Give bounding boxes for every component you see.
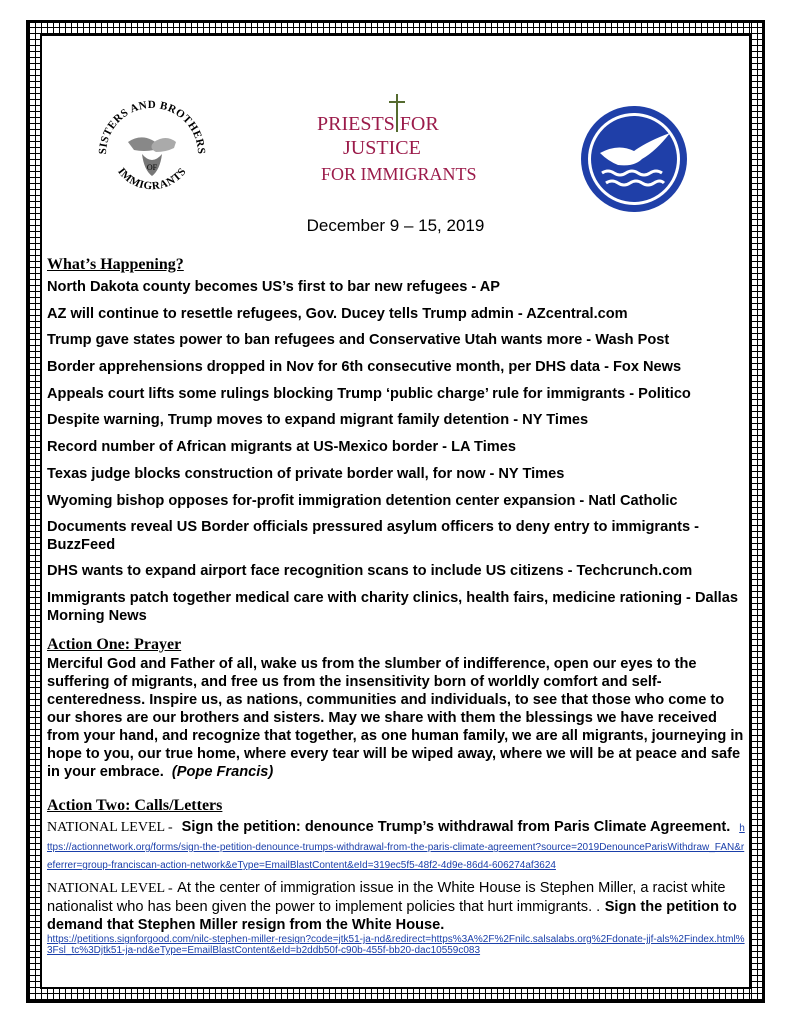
call-item-2-text: At the center of immigration issue in the White House is Stephen Miller, a racist white nationalist who has been given the power to implement policies that hurt immigrants. . [47,880,726,915]
call-item-1-link[interactable]: https://actionnetwork.org/forms/sign-the-petition-denounce-trumps-withdrawal-from-the-paris-climate-agreement?source=2019DenounceParisWithdraw_FAN&referrer=group-franciscan-action-network&eType=EmailBlastContent&eId=319ec5f5-48f2-4d9e-86d4-606274af3624 [47,823,745,871]
logo-justice-text: JUSTICE [343,137,421,159]
news-item: Appeals court lifts some rulings blocking Trump ‘public charge’ rule for immigrants - Politico [47,385,691,402]
logo-of-text: OF [146,163,158,172]
news-item: Wyoming bishop opposes for-profit immigration detention center expansion - Natl Catholic [47,492,678,509]
whats-happening-heading: What’s Happening? [47,256,184,273]
news-item: Documents reveal US Border officials pressured asylum officers to deny entry to immigrants - BuzzFeed [47,519,700,554]
border-pattern-bottom [29,989,762,1000]
border-pattern-right [751,23,762,1000]
calls-section [47,818,747,956]
news-item: Trump gave states power to ban refugees and Conservative Utah wants more - Wash Post [47,332,670,349]
call-item-1-text: Sign the petition: denounce Trump’s withdrawal from Paris Climate Agreement. [181,819,731,835]
call-item-2 [47,879,747,956]
priests-for-justice-logo [315,92,477,187]
call-level-label: NATIONAL LEVEL - [47,820,173,835]
news-item: Despite warning, Trump moves to expand migrant family detention - NY Times [47,412,589,429]
border-pattern-top [29,23,762,34]
news-item: Border apprehensions dropped in Nov for 6th consecutive month, per DHS data - Fox News [47,359,682,376]
call-item-2-link[interactable]: https://petitions.signforgood.com/nilc-stephen-miller-resign?code=jtk51-ja-nd&redirect=https%3A%2F%2Fnilc.salsalabs.org%2Fdonate-jjf-als%2Findex.html%3Fsl_tc%3Djtk51-ja-nd&eType=EmailBlastContent&eId=b2ddb50f-c90b-455f-bb20-dac10559c083 [47,934,745,956]
call-level-label: NATIONAL LEVEL - [47,881,173,896]
news-item: North Dakota county becomes US’s first to bar new refugees - AP [47,279,501,295]
prayer-text [47,655,747,781]
prayer-body: Merciful God and Father of all, wake us from the slumber of indifference, open our eyes to the suffering of migrants, and free us from the insensitivity born of worldly comfort and self-centeredness. Inspire us, as nations, communities and individuals, to see that those who come to our shores are our brothers and sisters. May we share with them the blessings we have received from your hand, and recognize that together, as one human family, we are all migrants, journeying in hope to you, our true home, where every tear will be wiped away, where we will be at peace and safe in your embrace. [47,656,744,780]
action-two-heading: Action Two: Calls/Letters [47,797,223,814]
call-item-1 [47,818,747,873]
logo-priests-text: PRIESTS FOR [317,113,439,135]
prayer-citation: (Pope Francis) [171,764,274,780]
logo-immigrants-text: FOR IMMIGRANTS [321,164,477,184]
date-range: December 9 – 15, 2019 [306,216,485,235]
dove-logo [578,103,690,215]
call-item-2-action: Sign the petition to demand that Stephen Miller resign from the White House. [47,899,737,933]
logo-arc-top-text: SISTERS AND BROTHERS [96,99,208,155]
hand-shape-icon [151,138,176,152]
action-one-heading: Action One: Prayer [47,636,182,653]
logo-arc-bottom-text: IMMIGRANTS [115,165,189,193]
sisters-brothers-logo [92,90,212,210]
news-item: Immigrants patch together medical care with charity clinics, health fairs, medicine rationing - Dallas Morning News [47,589,738,624]
news-item: DHS wants to expand airport face recognition scans to include US citizens - Techcrunch.com [47,563,693,580]
news-item: Texas judge blocks construction of private border wall, for now - NY Times [47,465,565,482]
news-item: Record number of African migrants at US-Mexico border - LA Times [47,439,516,456]
border-pattern-left [29,23,40,1000]
news-list [47,278,747,633]
news-item: AZ will continue to resettle refugees, Gov. Ducey tells Trump admin - AZcentral.com [47,305,628,322]
